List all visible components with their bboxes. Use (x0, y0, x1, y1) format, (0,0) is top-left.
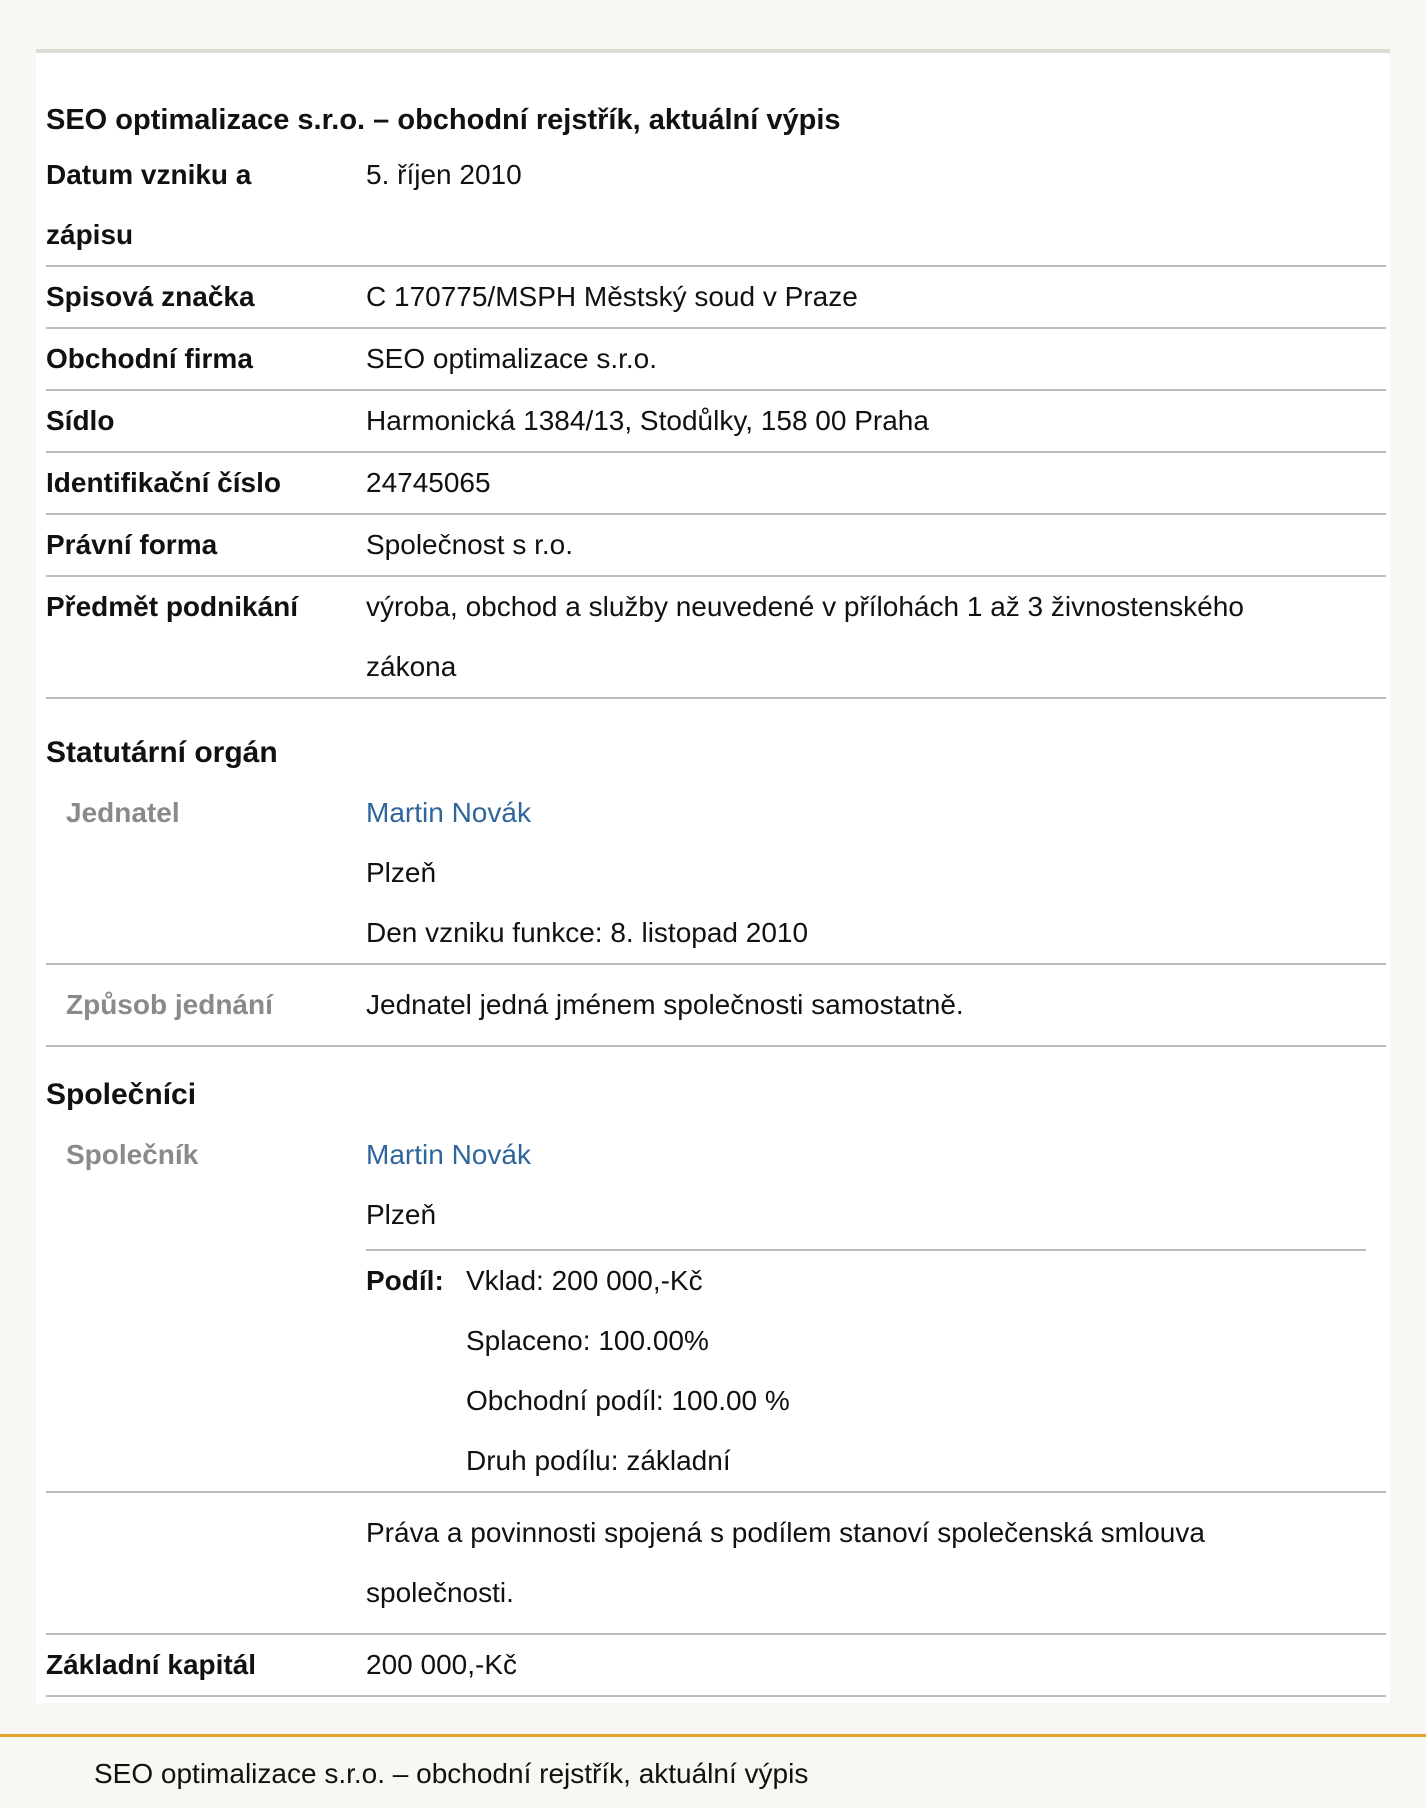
row-identifikacni-cislo (46, 453, 1386, 515)
row-value: Práva a povinnosti spojená s podílem stanoví společenská smlouva společnosti. (366, 1517, 1205, 1608)
row-value: 5. říjen 2010 (366, 159, 522, 190)
row-label: Identifikační číslo (46, 467, 281, 498)
row-value: 24745065 (366, 467, 491, 498)
row-spisova-znacka (46, 267, 1386, 329)
row-prava-povinnosti (46, 1493, 1386, 1635)
row-sidlo (46, 391, 1386, 453)
row-label: Obchodní firma (46, 343, 253, 374)
row-value: C 170775/MSPH Městský soud v Praze (366, 281, 858, 312)
share-obchodni-podil: Obchodní podíl: 100.00 % (466, 1385, 790, 1416)
row-label: Předmět podnikání (46, 591, 299, 622)
row-label: Právní forma (46, 529, 218, 560)
row-label: Datum vzniku a zápisu (46, 159, 252, 250)
row-zakladni-kapital (46, 1635, 1386, 1697)
row-label: Sídlo (46, 405, 115, 436)
person-link-spolecnik[interactable]: Martin Novák (366, 1139, 531, 1170)
section-heading-statutarni-organ: Statutární orgán (46, 736, 278, 769)
row-label: Jednatel (66, 797, 180, 828)
person-link-jednatel[interactable]: Martin Novák (366, 797, 531, 828)
row-predmet-podnikani (46, 577, 1386, 699)
person-city: Plzeň (366, 1199, 437, 1230)
person-city: Plzeň (366, 857, 437, 888)
share-label: Podíl: (366, 1265, 444, 1296)
row-jednatel (46, 783, 1386, 965)
row-value (366, 783, 1366, 963)
row-value: Harmonická 1384/13, Stodůlky, 158 00 Praha (366, 405, 929, 436)
section-heading-spolecnici: Společníci (46, 1078, 197, 1111)
row-spolecnik (46, 1125, 1386, 1493)
row-label: Společník (66, 1139, 199, 1170)
row-datum-vzniku (46, 145, 1386, 267)
row-obchodni-firma (46, 329, 1386, 391)
company-extract-panel (36, 53, 1390, 1703)
footer-title: SEO optimalizace s.r.o. – obchodní rejstřík, aktuální výpis (94, 1758, 809, 1789)
row-value: výroba, obchod a služby neuvedené v přílohách 1 až 3 živnostenského zákona (366, 591, 1244, 682)
share-vklad: Vklad: 200 000,-Kč (466, 1265, 703, 1296)
share-details (466, 1251, 790, 1491)
function-since: Den vzniku funkce: 8. listopad 2010 (366, 917, 809, 948)
row-zpusob-jednani (46, 965, 1386, 1047)
footer-accent-rule (0, 1734, 1426, 1737)
page-title: SEO optimalizace s.r.o. – obchodní rejstřík, aktuální výpis (46, 104, 841, 136)
row-value: Společnost s r.o. (366, 529, 574, 560)
share-splaceno: Splaceno: 100.00% (466, 1325, 709, 1356)
row-pravni-forma (46, 515, 1386, 577)
row-label: Základní kapitál (46, 1649, 257, 1680)
row-value: 200 000,-Kč (366, 1649, 517, 1680)
row-value: SEO optimalizace s.r.o. (366, 343, 658, 374)
row-label: Způsob jednání (66, 989, 273, 1020)
row-value (366, 1125, 1366, 1245)
row-label: Spisová značka (46, 281, 255, 312)
share-druh-podilu: Druh podílu: základní (466, 1445, 731, 1476)
row-value: Jednatel jedná jménem společnosti samostatně. (366, 989, 964, 1020)
